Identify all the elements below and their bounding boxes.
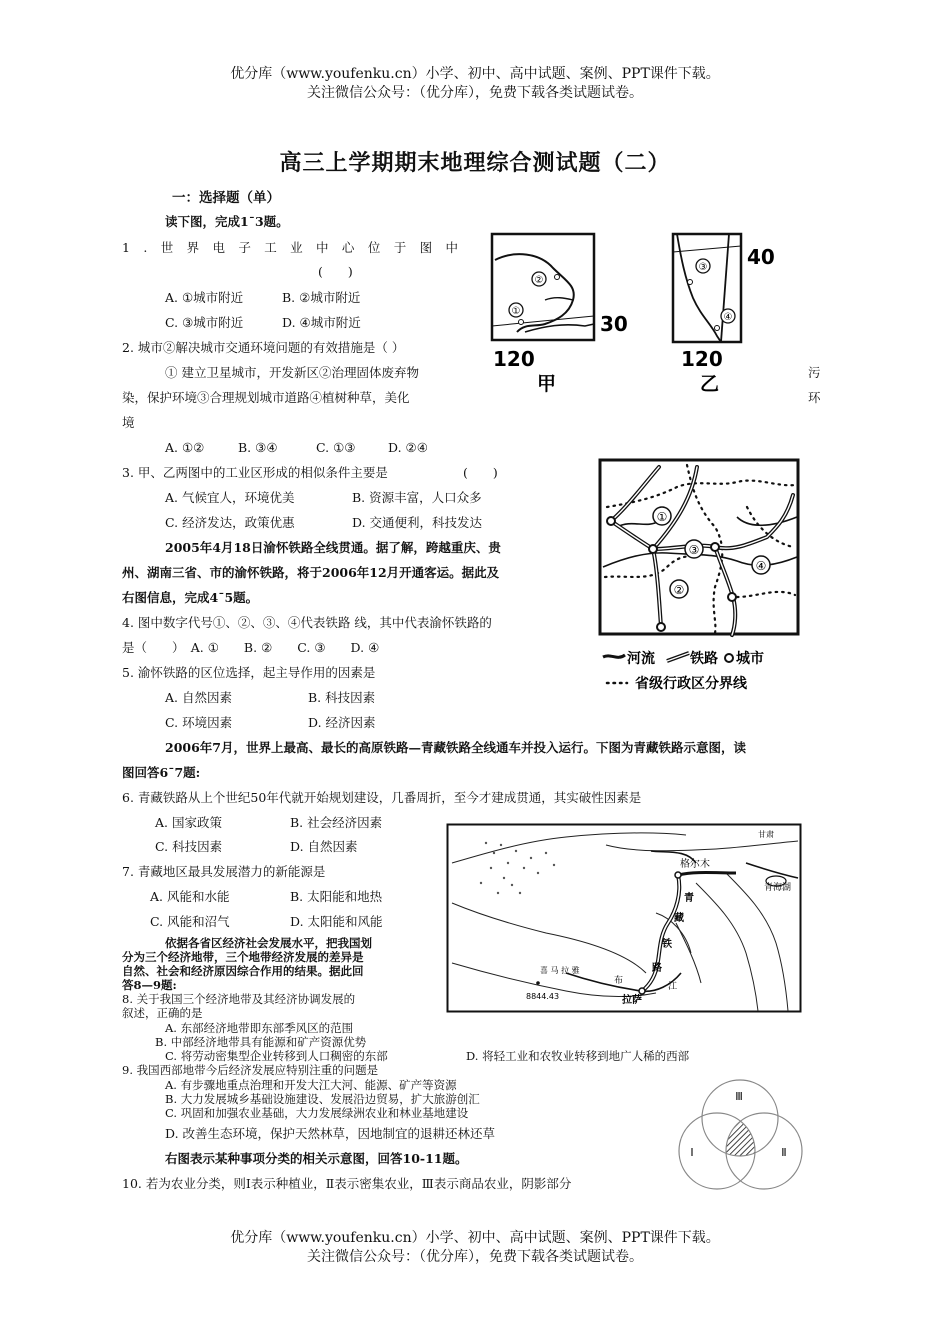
question-4-line-2: 是（ ） A. ① B. ② C. ③ D. ④	[122, 640, 380, 655]
label-bu: 布	[614, 976, 624, 986]
q2-option-a: A. ①②	[165, 440, 205, 455]
intro-4-5-line-1: 2005年4月18日渝怀铁路全线贯通。据了解，跨越重庆、贵	[165, 540, 501, 555]
rail-num-3: ③	[688, 543, 700, 557]
q7-option-b: B. 太阳能和地热	[290, 889, 383, 904]
header-line-1: 优分库（www.youfenku.cn）小学、初中、高中试题、案例、PPT课件下载。	[230, 66, 720, 82]
q2-line-1: ① 建立卫星城市，开发新区②治理固体废弃物	[165, 365, 419, 380]
intro-6-7-line-2: 图回答6¯7题:	[122, 765, 201, 780]
question-2-stem: 2. 城市②解决城市交通环境问题的有效措施是（ ）	[122, 340, 405, 355]
label-everest: 8844.43	[526, 992, 560, 1001]
q6-option-c: C. 科技因素	[155, 839, 223, 854]
question-6-stem: 6. 青藏铁路从上个世纪50年代就开始规划建设，几番周折，至今才建成贯通，其实破性因素是	[122, 790, 642, 805]
map-yi-city-4: ④	[723, 312, 733, 323]
q3-option-c: C. 经济发达，政策优惠	[165, 515, 295, 530]
map-yi-city-3: ③	[698, 262, 708, 273]
rail-num-2: ②	[673, 583, 685, 597]
figure-qinghai-tibet-map	[446, 823, 802, 1013]
q3-option-b: B. 资源丰富，人口众多	[352, 490, 482, 505]
map-jia-city-1: ①	[511, 306, 521, 317]
question-1-stem: 1 . 世 界 电 子 工 业 中 心 位 于 图 中	[122, 240, 458, 255]
q2-option-c: C. ①③	[316, 440, 356, 455]
label-lhasa: 拉萨	[622, 995, 642, 1006]
question-7-stem: 7. 青藏地区最具发展潜力的新能源是	[122, 864, 326, 879]
figure-railway-map	[597, 457, 803, 697]
q7-option-c: C. 风能和沼气	[150, 914, 230, 929]
rail-num-1: ①	[656, 510, 668, 524]
map-jia-lat: 30	[600, 312, 628, 336]
figure-venn-diagram	[672, 1076, 807, 1198]
question-3-paren: ( )	[463, 465, 498, 480]
question-4-line-1: 4. 图中数字代号①、②、③、④代表铁路 线，其中代表渝怀铁路的	[122, 615, 492, 630]
q7-option-a: A. 风能和水能	[150, 889, 230, 904]
q1-option-a: A. ①城市附近	[165, 290, 244, 305]
label-golmud: 格尔木	[680, 859, 710, 870]
q5-option-c: C. 环境因素	[165, 715, 233, 730]
header-line-2: 关注微信公众号：（优分库），免费下载各类试题试卷。	[307, 85, 643, 101]
label-himalaya: 喜 马 拉 雅	[540, 966, 580, 975]
q2-line-2: 染，保护环境③合理规划城市道路④植树种草，美化	[122, 390, 410, 405]
question-5-stem: 5. 渝怀铁路的区位选择，起主导作用的因素是	[122, 665, 376, 680]
question-8-line-2: 叙述，正确的是	[122, 1006, 203, 1020]
q8-option-d: D. 将轻工业和农牧业转移到地广人稀的西部	[466, 1049, 690, 1063]
intro-8-9-line-4: 答8—9题:	[122, 978, 177, 992]
figure-maps-jia-yi	[485, 228, 805, 398]
legend-river: 河流	[627, 651, 655, 667]
q9-option-c: C. 巩固和加强农业基础，大力发展绿洲农业和林业基地建设	[165, 1106, 469, 1120]
map-jia-city-2: ②	[534, 275, 544, 286]
legend-railway: 铁路	[690, 651, 718, 667]
q3-option-d: D. 交通便利，科技发达	[352, 515, 483, 530]
q9-option-b: B. 大力发展城乡基础设施建设、发展沿边贸易，扩大旅游创汇	[165, 1092, 480, 1106]
q8-option-a: A. 东部经济地带即东部季风区的范围	[165, 1021, 354, 1035]
map-yi-lat: 40	[747, 245, 775, 269]
q6-option-a: A. 国家政策	[155, 815, 222, 830]
rail-label-lu: 路	[652, 963, 662, 974]
intro-8-9-line-3: 自然、社会和经济原因综合作用的结果。据此回	[122, 964, 364, 978]
q1-option-c: C. ③城市附近	[165, 315, 244, 330]
question-8-line-1: 8. 关于我国三个经济地带及其经济协调发展的	[122, 992, 356, 1006]
rail-legend	[603, 650, 764, 692]
q1-option-d: D. ④城市附近	[282, 315, 361, 330]
q2-line-2-end: 环	[808, 390, 821, 405]
q3-option-a: A. 气候宜人，环境优美	[165, 490, 295, 505]
question-10-stem: 10. 若为农业分类，则Ⅰ表示种植业，Ⅱ表示密集农业，Ⅲ表示商品农业，阴影部分	[122, 1176, 572, 1191]
q2-line-1-end: 污	[808, 365, 821, 380]
intro-8-9-line-1: 依据各省区经济社会发展水平，把我国划	[165, 936, 372, 950]
q6-option-d: D. 自然因素	[290, 839, 358, 854]
label-jiang: 江	[668, 982, 678, 992]
map-jia-name: 甲	[537, 373, 557, 395]
legend-city: 城市	[736, 651, 764, 667]
q8-option-b: B. 中部经济地带具有能源和矿产资源优势	[155, 1035, 367, 1049]
footer-line-2: 关注微信公众号：（优分库），免费下载各类试题试卷。	[307, 1249, 643, 1265]
q5-option-a: A. 自然因素	[165, 690, 232, 705]
rail-num-4: ④	[755, 559, 767, 573]
label-qinghai-lake: 青海湖	[764, 883, 792, 893]
q2-option-d: D. ②④	[388, 440, 428, 455]
page-title: 高三上学期期末地理综合测试题（二）	[279, 150, 671, 176]
label-gansu: 甘肃	[758, 830, 774, 839]
map-yi-lon: 120	[681, 347, 723, 371]
map-jia-lon: 120	[493, 347, 535, 371]
rail-label-zang: 藏	[674, 913, 684, 924]
question-3-stem: 3. 甲、乙两图中的工业区形成的相似条件主要是	[122, 465, 388, 480]
q7-option-d: D. 太阳能和风能	[290, 914, 383, 929]
q9-option-d: D. 改善生态环境，保护天然林草，因地制宜的退耕还林还草	[165, 1126, 496, 1141]
q2-option-b: B. ③④	[238, 440, 278, 455]
q2-line-3: 境	[122, 415, 135, 430]
legend-boundary: 省级行政区分界线	[635, 676, 747, 692]
q5-option-b: B. 科技因素	[308, 690, 376, 705]
intro-10-11: 右图表示某种事项分类的相关示意图，回答10-11题。	[165, 1151, 468, 1166]
venn-label-2: Ⅱ	[781, 1146, 787, 1159]
venn-label-3: Ⅲ	[735, 1090, 743, 1103]
map-yi-name: 乙	[700, 373, 720, 395]
rail-label-tie: 铁	[662, 939, 672, 950]
question-1-paren: ( )	[318, 264, 353, 279]
footer-line-1: 优分库（www.youfenku.cn）小学、初中、高中试题、案例、PPT课件下载。	[230, 1230, 720, 1246]
section-heading: 一：选择题（单）	[172, 190, 280, 206]
map-yi	[673, 234, 775, 395]
rail-label-qing: 青	[684, 893, 694, 904]
intro-6-7-line-1: 2006年7月，世界上最高、最长的高原铁路—青藏铁路全线通车并投入运行。下图为青藏铁路示意图，读	[165, 740, 746, 755]
intro-4-5-line-2: 州、湖南三省、市的渝怀铁路，将于2006年12月开通客运。据此及	[122, 565, 500, 580]
intro-4-5-line-3: 右图信息，完成4¯5题。	[122, 590, 259, 605]
q1-option-b: B. ②城市附近	[282, 290, 361, 305]
q5-option-d: D. 经济因素	[308, 715, 376, 730]
venn-label-1: Ⅰ	[690, 1146, 694, 1159]
q9-option-a: A. 有步骤地重点治理和开发大江大河、能源、矿产等资源	[165, 1078, 457, 1092]
intro-8-9-line-2: 分为三个经济地带，三个地带经济发展的差异是	[122, 950, 364, 964]
q8-option-c: C. 将劳动密集型企业转移到人口稠密的东部	[165, 1049, 388, 1063]
q6-option-b: B. 社会经济因素	[290, 815, 383, 830]
map-jia	[492, 234, 628, 395]
intro-1-3: 读下图，完成1¯3题。	[165, 214, 289, 229]
question-9-stem: 9. 我国西部地带今后经济发展应特别注重的问题是	[122, 1063, 379, 1077]
